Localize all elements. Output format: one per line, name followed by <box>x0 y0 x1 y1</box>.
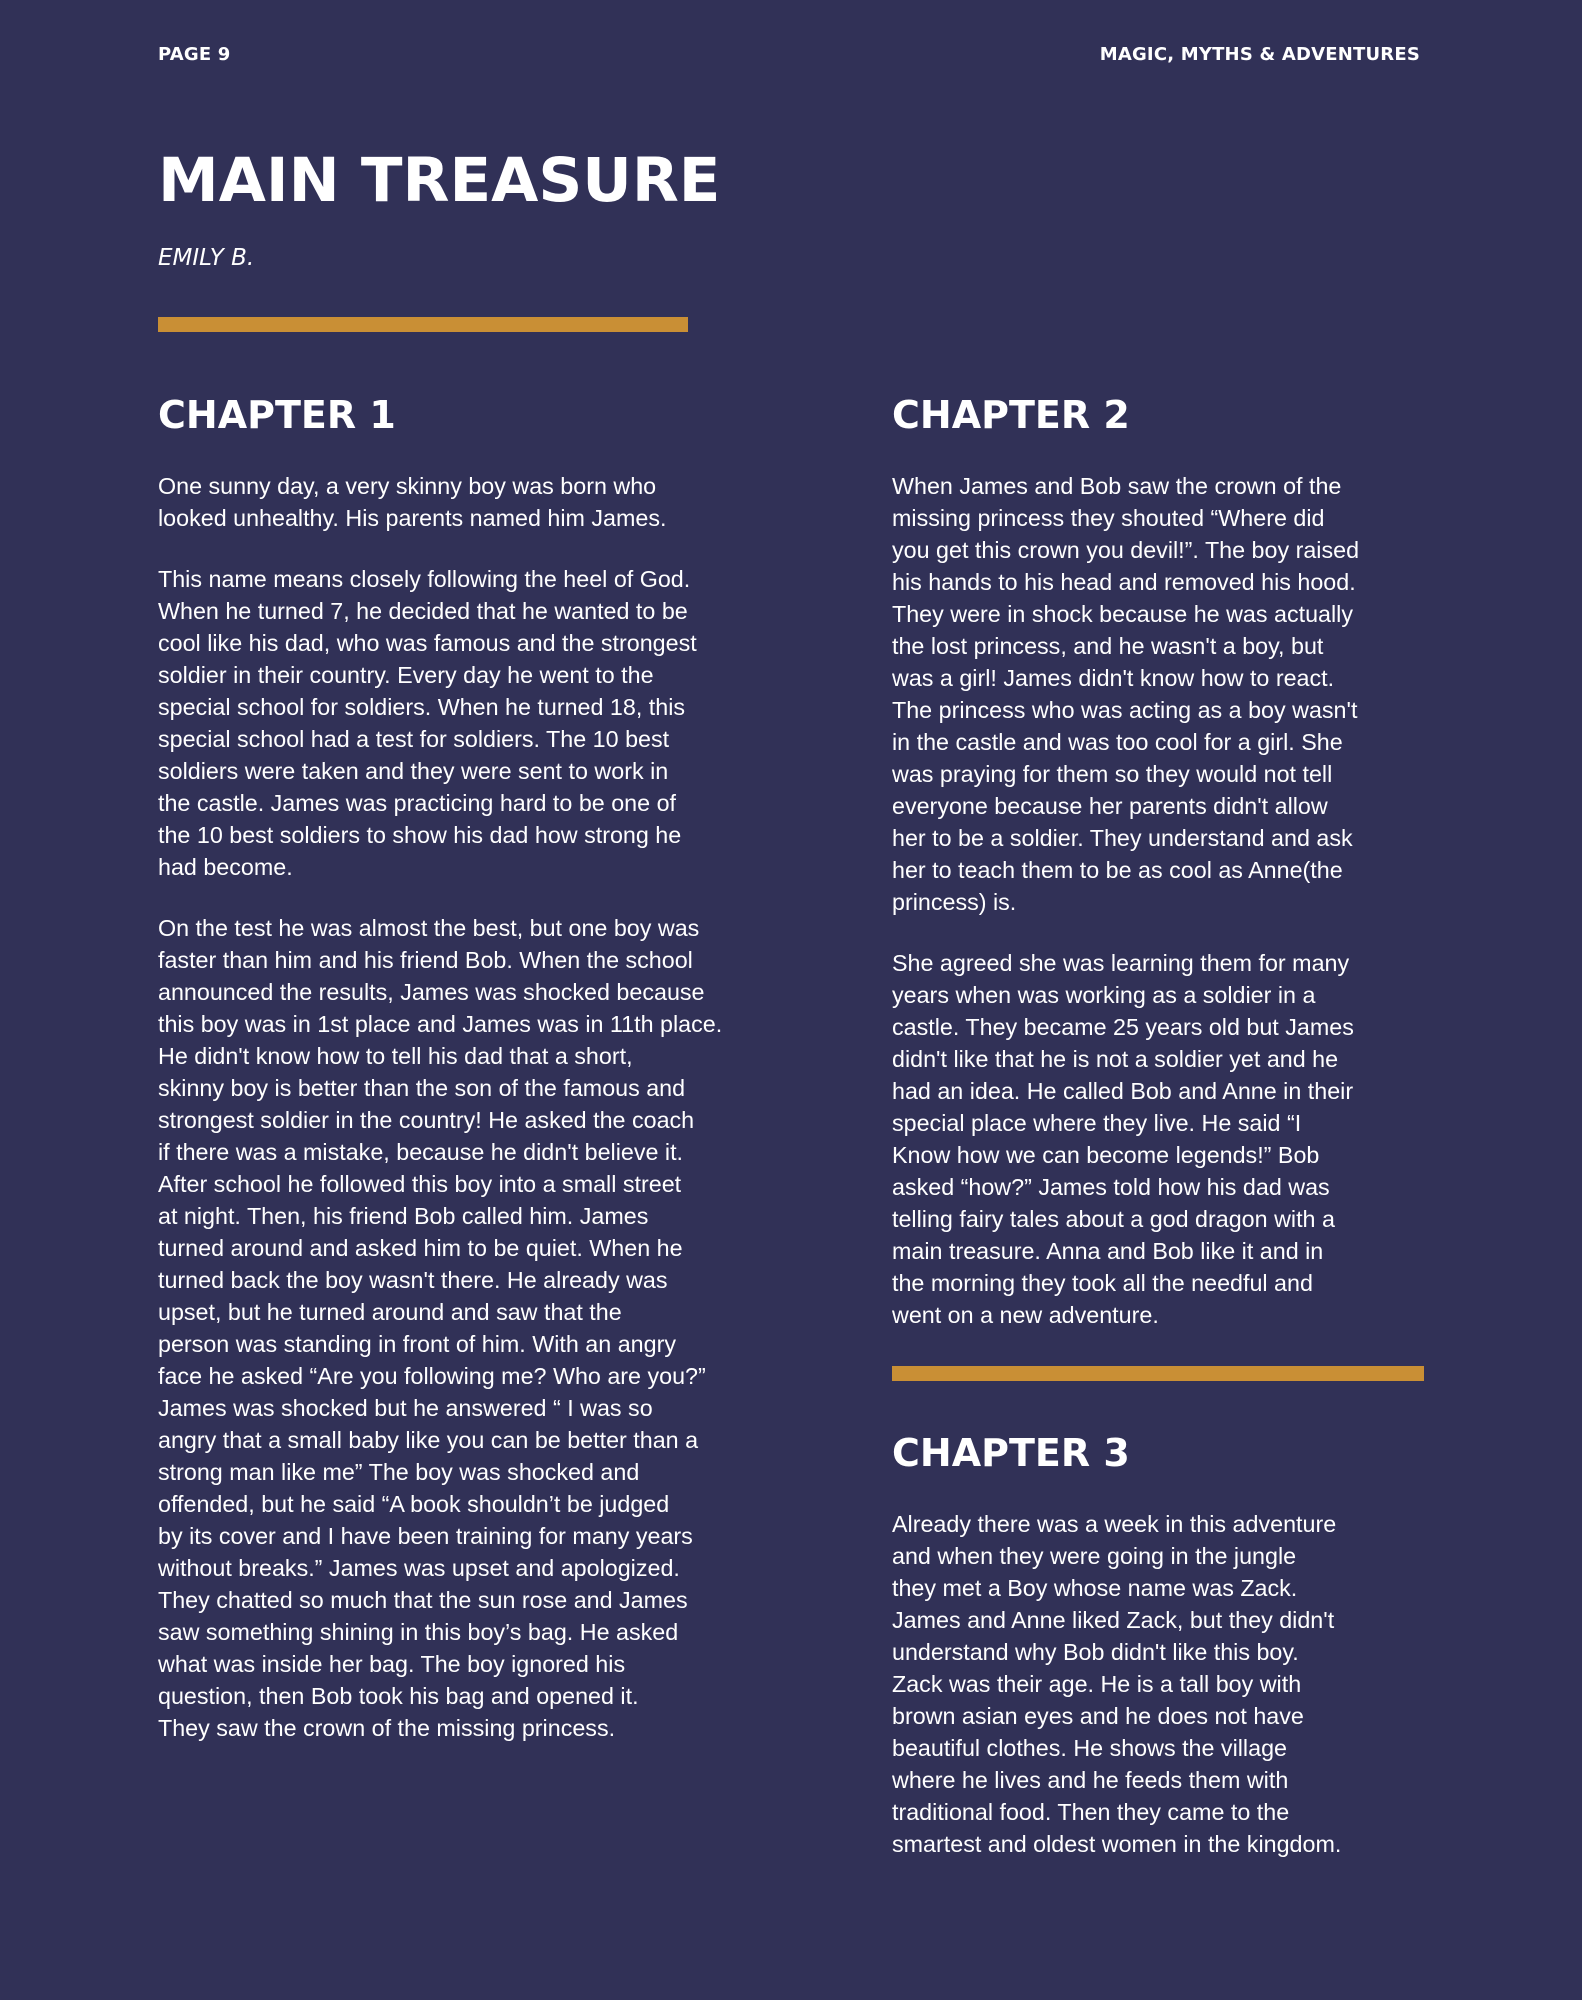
chapter-1-section <box>158 393 794 1773</box>
page-number: PAGE 9 <box>158 44 231 65</box>
title-block <box>158 145 721 271</box>
chapter-2-section <box>892 393 1428 1360</box>
chapter-1-paragraph-1: One sunny day, a very skinny boy was born who looked unhealthy. His parents named him James. <box>158 473 667 531</box>
chapter-2-title: CHAPTER 2 <box>892 393 1130 437</box>
title-divider <box>158 317 688 332</box>
chapter-3-section <box>892 1431 1428 1889</box>
publication-title: MAGIC, MYTHS & ADVENTURES <box>1099 44 1420 65</box>
page-header <box>158 44 1420 65</box>
chapter-2-paragraph-2: She agreed she was learning them for many years when was working as a soldier in a castle. They became 25 years old but James didn't like that he is not a soldier yet and he had an idea. He called Bob and Anne in their special place where they live. He said “I Know how we can become legends!” Bob asked “how?” James told how his dad was telling fairy tales about a god dragon with a main treasure. Anna and Bob like it and in the morning they took all the needful and went on a new adventure. <box>892 950 1354 1328</box>
chapter-2-paragraph-1: When James and Bob saw the crown of the missing princess they shouted “Where did you get this crown you devil!”. The boy raised his hands to his head and removed his hood. They were in shock because he was actually the lost princess, and he wasn't a boy, but was a girl! James didn't know how to react. The princess who was acting as a boy wasn't in the castle and was too cool for a girl. She was praying for them so they would not tell everyone because her parents didn't allow her to be a soldier. They understand and ask her to teach them to be as cool as Anne(the princess) is. <box>892 473 1360 915</box>
chapter-1-paragraph-2: This name means closely following the heel of God. When he turned 7, he decided that he wanted to be cool like his dad, who was famous and the strongest soldier in their country. Every day he went to the special school for soldiers. When he turned 18, this special school had a test for soldiers. The 10 best soldiers were taken and they were sent to work in the castle. James was practicing hard to be one of the 10 best soldiers to show his dad how strong he had become. <box>158 566 697 880</box>
chapter-1-paragraph-3: On the test he was almost the best, but one boy was faster than him and his friend Bob. When the school announced the results, James was shocked because this boy was in 1st place and James was in 11th place. He didn't know how to tell his dad that a short, skinny boy is better than the son of the famous and strongest soldier in the country! He asked the coach if there was a mistake, because he didn't believe it. After school he followed this boy into a small street at night. Then, his friend Bob called him. James turned around and asked him to be quiet. When he turned back the boy wasn't there. He already was upset, but he turned around and saw that the person was standing in front of him. With an angry face he asked “Are you following me? Who are you?” James was shocked but he answered “ I was so angry that a small baby like you can be better than a strong man like me” The boy was shocked and offended, but he said “A book shouldn’t be judged by its cover and I have been training for many years without breaks.” James was upset and apologized. They chatted so much that the sun rose and James saw something shining in this boy’s bag. He asked what was inside her bag. The boy ignored his question, then Bob took his bag and opened it. They saw the crown of the missing princess. <box>158 915 723 1741</box>
story-author: EMILY B. <box>158 245 255 271</box>
chapter-divider <box>892 1366 1424 1381</box>
chapter-3-title: CHAPTER 3 <box>892 1431 1130 1475</box>
chapter-1-title: CHAPTER 1 <box>158 393 396 437</box>
story-title: MAIN TREASURE <box>158 145 721 216</box>
chapter-3-paragraph-1: Already there was a week in this adventure and when they were going in the jungle they met a Boy whose name was Zack. James and Anne liked Zack, but they didn't understand why Bob didn't like this boy. Zack was their age. He is a tall boy with brown asian eyes and he does not have beautiful clothes. He shows the village where he lives and he feeds them with traditional food. Then they came to the smartest and oldest women in the kingdom. <box>892 1511 1342 1857</box>
